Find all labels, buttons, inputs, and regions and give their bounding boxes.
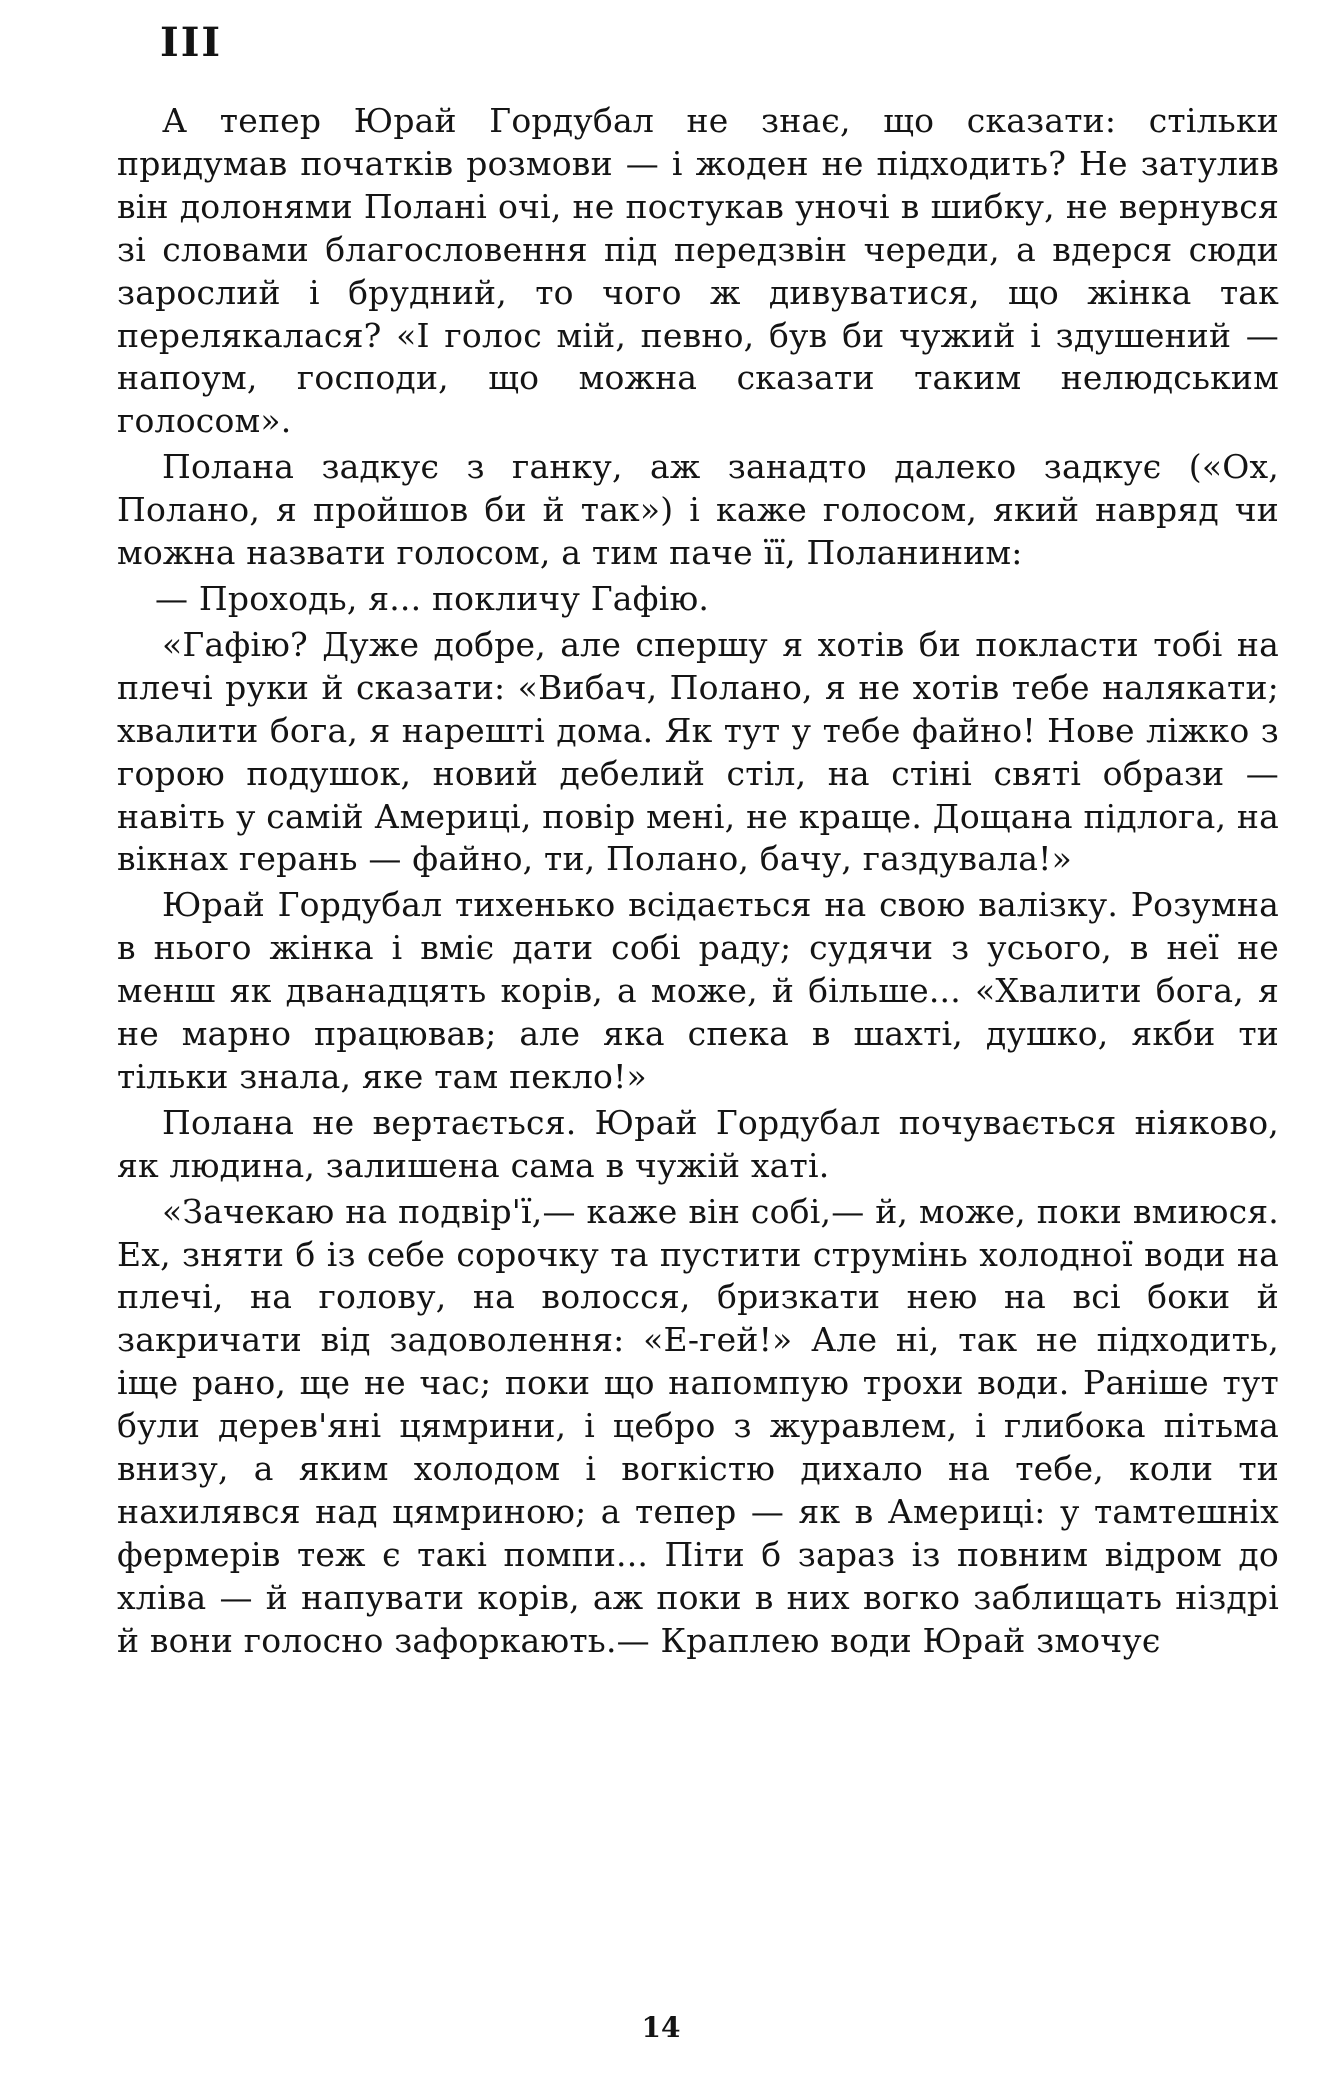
chapter-heading: III xyxy=(160,19,223,66)
body-text xyxy=(117,100,1279,1666)
paragraph: Полана не вертається. Юрай Гордубал почувається ніяково, як людина, залишена сама в чужій хаті. xyxy=(117,1102,1279,1185)
paragraph: А тепер Юрай Гордубал не знає, що сказати: стільки придумав початків розмови — і жоден не підходить? Не затулив він долонями Полані очі, не постукав уночі в шибку, не вернувся зі словами благословення під передзвін череди, а вдерся сюди зарослий і брудний, то чого ж дивуватися, що жінка так перелякалася? «І голос мій, певно, був би чужий і здушений — напоум, господи, що можна сказати таким нелюдським голосом». xyxy=(117,101,1279,441)
paragraph: Полана задкує з ганку, аж занадто далеко задкує («Ох, Полано, я пройшов би й так») і каже голосом, який навряд чи можна назвати голосом, а тим паче її, Поланиним: xyxy=(117,447,1279,573)
dialogue-line: — Проходь, я... покличу Гафію. xyxy=(155,578,710,618)
page-number: 14 xyxy=(641,2011,681,2044)
paragraph: «Зачекаю на подвір'ї,— каже він собі,— й, може, поки вмиюся. Ех, зняти б із себе сорочку та пустити струмінь холодної води на плечі, на голову, на волосся, бризкати нею на всі боки й закричати від задоволення: «Е-гей!» Але ні, так не підходить, іще рано, ще не час; поки що напомпую трохи води. Раніше тут були дерев'яні цямрини, і цебро з журавлем, і глибока пітьма внизу, а яким холодом і вогкістю дихало на тебе, коли ти нахилявся над цямриною; а тепер — як в Америці: у тамтешніх фермерів теж є такі помпи... Піти б зараз із повним відром до хліва — й напувати корів, аж поки в них вогко заблищать ніздрі й вони голосно зафоркають.— Краплею води Юрай змочує xyxy=(117,1191,1279,1660)
paragraph: Юрай Гордубал тихенько всідається на свою валізку. Розумна в нього жінка і вміє дати собі раду; судячи з усього, в неї не менш як дванадцять корів, а може, й більше... «Хвалити бога, я не марно працював; але яка спека в шахті, душко, якби ти тільки знала, яке там пекло!» xyxy=(117,885,1279,1096)
paragraph: «Гафію? Дуже добре, але спершу я хотів би покласти тобі на плечі руки й сказати: «Вибач, Полано, я не хотів тебе налякати; хвалити бога, я нарешті дома. Як тут у тебе файно! Нове ліжко з горою подушок, новий дебелий стіл, на стіні святі образи — навіть у самій Америці, повір мені, не краще. Дощана підлога, на вікнах герань — файно, ти, Полано, бачу, газдувала!» xyxy=(117,624,1279,879)
